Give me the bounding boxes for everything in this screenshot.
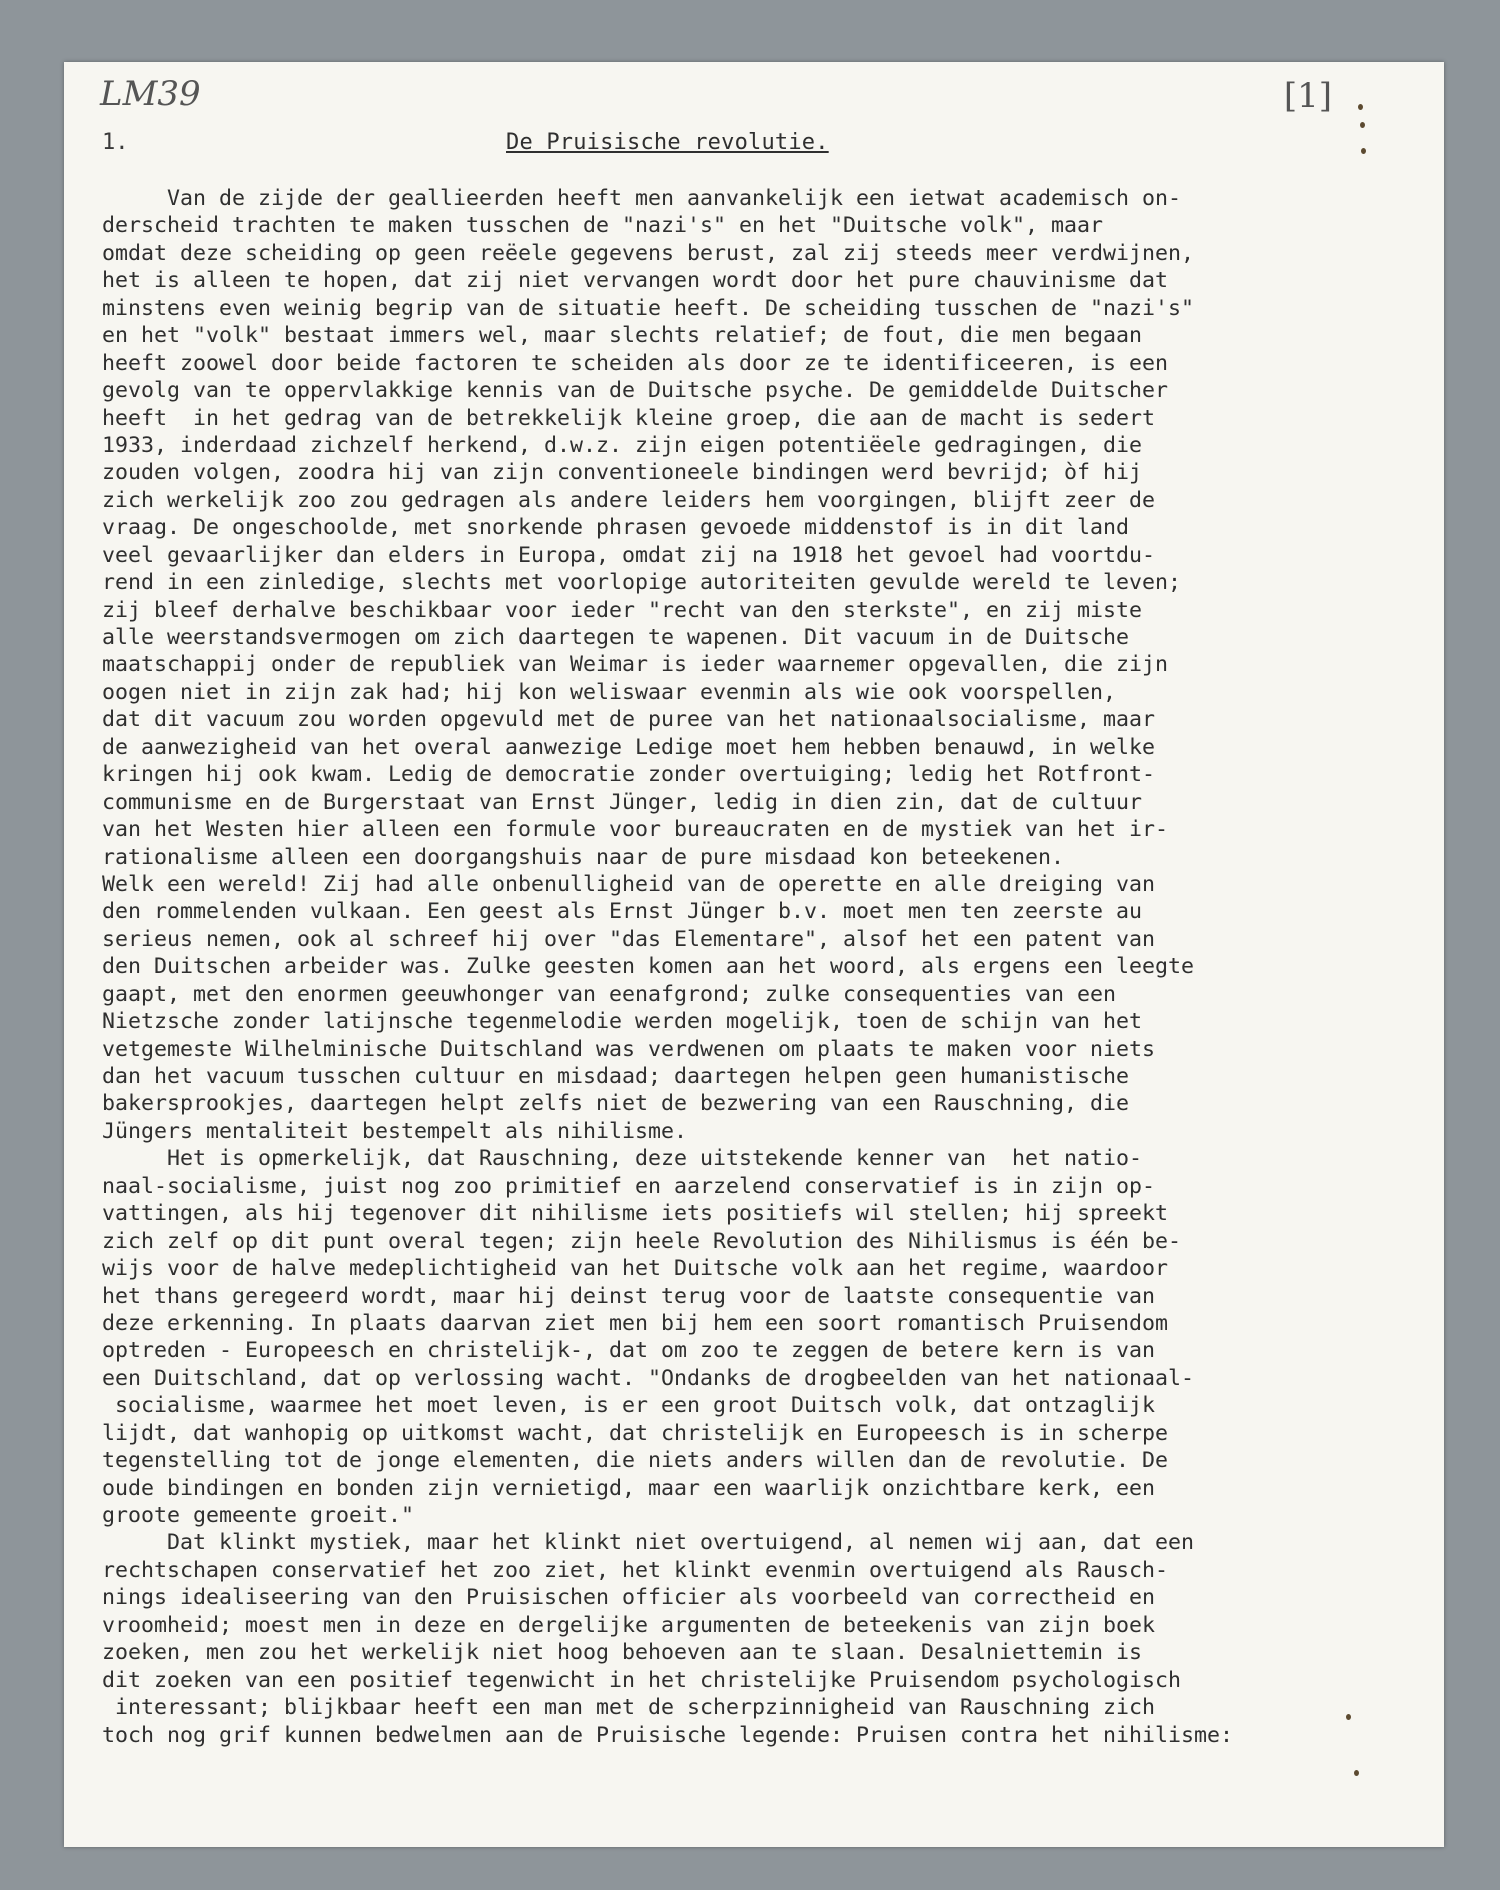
text-line: vattingen, als hij tegenover dit nihilisme iets positiefs wil stellen; hij spreekt [102, 1201, 1169, 1227]
text-line: deze erkenning. In plaats daarvan ziet men bij hem een soort romantisch Pruisendom [102, 1310, 1169, 1336]
text-line: Dat klinkt mystiek, maar het klinkt niet overtuigend, al nemen wij aan, dat een [102, 1530, 1195, 1556]
text-line: maatschappij onder de republiek van Weimar is ieder waarnemer opgevallen, die zijn [102, 652, 1169, 678]
ink-speck [1354, 1770, 1359, 1776]
text-line: serieus nemen, ook al schreef hij over "das Elementare", alsof het een patent van [102, 926, 1156, 952]
corner-mark: [1] [1283, 76, 1332, 116]
text-line: optreden - Europeesch en christelijk-, dat om zoo te zeggen de betere kern is van [102, 1338, 1156, 1364]
text-line: Welk een wereld! Zij had alle onbenulligheid van de operette en alle dreiging van [102, 871, 1156, 897]
archive-mark: LM39 [100, 74, 201, 114]
text-line: zich werkelijk zoo zou gedragen als andere leiders hem voorgingen, blijft zeer de [102, 487, 1156, 513]
page-number: 1. [102, 130, 129, 155]
text-line: dit zoeken van een positief tegenwicht in het christelijke Pruisendom psychologisch [102, 1667, 1182, 1693]
text-line: alle weerstandsvermogen om zich daartegen te wapenen. Dit vacuum in de Duitsche [102, 625, 1130, 650]
text-line: toch nog grif kunnen bedwelmen aan de Pruisische legende: Pruisen contra het nihilisme: [102, 1722, 1234, 1748]
text-line: kringen hij ook kwam. Ledig de democratie zonder overtuiging; ledig het Rotfront- [102, 762, 1156, 788]
text-line: vroomheid; moest men in deze en dergelijke argumenten de beteekenis van zijn boek [102, 1612, 1156, 1638]
text-line: vetgemeste Wilhelminische Duitschland was verdwenen om plaats te maken voor niets [102, 1036, 1156, 1062]
text-line: rend in een zinledige, slechts met voorlopige autoriteiten gevulde wereld te leven; [102, 570, 1182, 596]
text-line: en het "volk" bestaat immers wel, maar slechts relatief; de fout, die men begaan [102, 323, 1143, 349]
text-line: den rommelenden vulkaan. Een geest als Ernst Jünger b.v. moet men ten zeerste au [102, 899, 1143, 925]
text-line: zouden volgen, zoodra hij van zijn conventioneele bindingen werd bevrijd; òf hij [102, 460, 1143, 486]
text-line: tegenstelling tot de jonge elementen, die niets anders willen dan de revolutie. De [102, 1448, 1169, 1474]
text-line: veel gevaarlijker dan elders in Europa, omdat zij na 1918 het gevoel had voortdu- [102, 542, 1156, 568]
text-line: socialisme, waarmee het moet leven, is er een groot Duitsch volk, dat ontzaglijk [102, 1393, 1156, 1419]
text-line: Het is opmerkelijk, dat Rauschning, deze uitstekende kenner van het natio- [102, 1146, 1143, 1172]
typed-page [64, 62, 1444, 1847]
ink-speck [1358, 104, 1363, 110]
text-line: gaapt, met den enormen geeuwhonger van eenafgrond; zulke consequenties van een [102, 981, 1117, 1007]
text-line: heeft in het gedrag van de betrekkelijk kleine groep, die aan de macht is sedert [102, 405, 1156, 431]
text-line: zij bleef derhalve beschikbaar voor ieder "recht van den sterkste", en zij miste [102, 597, 1143, 623]
text-line: zich zelf op dit punt overal tegen; zijn heele Revolution des Nihilismus is één be- [102, 1228, 1182, 1254]
text-line: rechtschapen conservatief het zoo ziet, het klinkt evenmin overtuigend als Rausch- [102, 1557, 1169, 1583]
text-line: naal-socialisme, juist nog zoo primitief en aarzelend conservatief is in zijn op- [102, 1173, 1156, 1199]
text-line: Van de zijde der geallieerden heeft men aanvankelijk een ietwat academisch on- [102, 186, 1182, 211]
text-line: een Duitschland, dat op verlossing wacht. "Ondanks de drogbeelden van het nationaal- [102, 1365, 1195, 1391]
text-line: vraag. De ongeschoolde, met snorkende phrasen gevoede middenstof is in dit land [102, 515, 1130, 541]
text-line: oogen niet in zijn zak had; hij kon weliswaar evenmin als wie ook voorspellen, [102, 679, 1117, 705]
text-line: gevolg van te oppervlakkige kennis van de Duitsche psyche. De gemiddelde Duitscher [102, 378, 1169, 404]
text-line: dan het vacuum tusschen cultuur en misdaad; daartegen helpen geen humanistische [102, 1064, 1130, 1089]
text-line: het is alleen te hopen, dat zij niet vervangen wordt door het pure chauvinisme dat [102, 268, 1169, 294]
text-line: minstens even weinig begrip van de situatie heeft. De scheiding tusschen de "nazi's" [102, 295, 1195, 321]
text-line: de aanwezigheid van het overal aanwezige Ledige moet hem hebben benauwd, in welke [102, 734, 1156, 760]
text-line: bakersprookjes, daartegen helpt zelfs niet de bezwering van een Rauschning, die [102, 1091, 1130, 1117]
ink-speck [1346, 1714, 1351, 1720]
text-line: wijs voor de halve medeplichtigheid van het Duitsche volk aan het regime, waardoor [102, 1256, 1169, 1282]
text-line: omdat deze scheiding op geen reëele gegevens berust, zal zij steeds meer verdwijnen, [102, 240, 1195, 266]
text-line: van het Westen hier alleen een formule voor bureaucraten en de mystiek van het ir- [102, 817, 1169, 843]
text-line: communisme en de Burgerstaat van Ernst Jünger, ledig in dien zin, dat de cultuur [102, 789, 1143, 815]
text-line: lijdt, dat wanhopig op uitkomst wacht, dat christelijk en Europeesch is in scherpe [102, 1420, 1169, 1446]
text-line: oude bindingen en bonden zijn vernietigd, maar een waarlijk onzichtbare kerk, een [102, 1475, 1156, 1501]
ink-speck [1361, 148, 1366, 154]
text-line: den Duitschen arbeider was. Zulke geesten komen aan het woord, als ergens een leegte [102, 954, 1195, 980]
text-line: Jüngers mentaliteit bestempelt als nihilisme. [102, 1118, 688, 1144]
text-line: rationalisme alleen een doorgangshuis naar de pure misdaad kon beteekenen. [102, 844, 1065, 870]
text-line: heeft zoowel door beide factoren te scheiden als door ze te identificeeren, is een [102, 350, 1169, 376]
text-line: dat dit vacuum zou worden opgevuld met de puree van het nationaalsocialisme, maar [102, 707, 1156, 733]
text-line: groote gemeente groeit." [102, 1503, 415, 1528]
ink-speck [1360, 122, 1365, 128]
text-line: zoeken, men zou het werkelijk niet hoog behoeven aan te slaan. Desalniettemin is [102, 1640, 1143, 1666]
text-line: derscheid trachten te maken tusschen de "nazi's" en het "Duitsche volk", maar [102, 213, 1104, 239]
text-line: interessant; blijkbaar heeft een man met de scherpzinnigheid van Rauschning zich [102, 1695, 1156, 1721]
page-title: De Pruisische revolutie. [506, 130, 829, 155]
text-line: Nietzsche zonder latijnsche tegenmelodie werden mogelijk, toen de schijn van het [102, 1009, 1143, 1035]
text-line: nings idealiseering van den Pruisischen officier als voorbeeld van correctheid en [102, 1585, 1156, 1611]
text-line: 1933, inderdaad zichzelf herkend, d.w.z. zijn eigen potentiëele gedragingen, die [102, 432, 1143, 458]
text-line: het thans geregeerd wordt, maar hij deinst terug voor de laatste consequentie van [102, 1283, 1156, 1309]
body-text [102, 185, 1382, 1749]
